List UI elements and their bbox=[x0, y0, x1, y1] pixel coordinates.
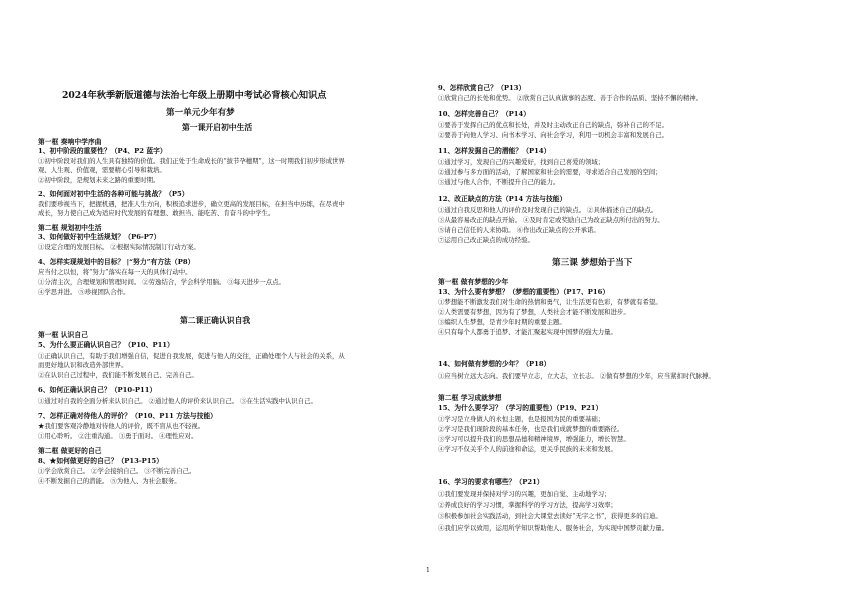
text-line: 观、人生观、价值观，需要精心引导和栽培。 bbox=[38, 166, 166, 174]
question-heading: 11、怎样发掘自己的潜能？（P14） bbox=[438, 147, 551, 155]
text-line: ①初中阶段对我们的人生具有独特的价值。我们正处于生命成长的“拔节孕穗期”，这一时期我们初步形成世界 bbox=[38, 157, 345, 165]
text-line: ①通过对自我的全面分析来认识自己。 ②通过他人的评价来认识自己。 ③在生活实践中认识自己。 bbox=[38, 397, 317, 405]
lesson1-title: 第一课开启初中生活 bbox=[182, 123, 253, 132]
text-line: ③积极参加社会实践活动，到社会大课堂去读好“无字之书”，获得更多的启迪。 bbox=[438, 512, 662, 520]
question-heading: 5、为什么要正确认识自己？（P10、P11） bbox=[38, 341, 174, 349]
text-line: ①应当树立远大志向。我们要早立志，立大志，立长志。 ②做有梦想的少年，应当紧扣时代脉搏。 bbox=[438, 372, 715, 380]
question-heading: 12、改正缺点的方法（P14 方法与技能） bbox=[438, 195, 567, 203]
section-heading: 第一框 奏响中学序曲 bbox=[38, 138, 102, 146]
text-line: ②在认识自己过程中，我们能不断发展自己、完善自己。 bbox=[38, 371, 198, 379]
text-line: ②通过参与多方面的活动，了解国家和社会的需要，寻求适合自己发展的空间； bbox=[438, 168, 662, 176]
question-heading: 8、★如何做更好的自己？（P13-P15） bbox=[38, 457, 164, 465]
question-heading: 4、怎样实现规划中的目标？ |“努力”有方法（P8） bbox=[38, 258, 195, 266]
question-heading: 2、如何面对初中生活的各种可能与挑战？（P5） bbox=[38, 190, 189, 198]
text-line: ①学习是立身做人的永恒主题，也是报国为民的重要基础； bbox=[438, 415, 605, 423]
text-line: 成长，努力使自己成为适应时代发展的有理想、敢担当、能吃苦、肯奋斗的中学生。 bbox=[38, 209, 275, 217]
unit-title: 第一单元少年有梦 bbox=[166, 108, 235, 118]
text-line: ①正确认识自己，有助于我们增强自信，促进自我发展，促进与他人的交往，正确处理个人与社会的关系，从 bbox=[38, 352, 345, 360]
text-line: 我们要珍视当下，把握机遇，把准人生方向，积极追求进步，确立更高的发展目标，在担当中历练，在尽责中 bbox=[38, 200, 345, 208]
question-heading: 10、怎样完善自己？（P14） bbox=[438, 110, 530, 118]
text-line: ②学习是我们现阶段的基本任务，也是我们成就梦想的重要路径。 bbox=[438, 425, 624, 433]
question-heading: 9、怎样欣赏自己？（P13） bbox=[438, 84, 526, 92]
text-line: ⑤请自己信任的人来协助。 ⑥作出改正缺点的公开承诺。 bbox=[438, 226, 600, 234]
section-heading: 第一框 认识自己 bbox=[38, 331, 88, 339]
text-line: ⑦运用自己改正缺点的成功经验。 bbox=[438, 236, 534, 244]
section-heading: 第一框 做有梦想的少年 bbox=[438, 278, 509, 286]
text-line: 应当付之以恒，将“努力”落实在每一天的具体行动中。 bbox=[38, 268, 192, 276]
text-line: ①欣赏自己的长处和优势。 ②欣赏自己认真做事的态度、善于合作的品质、坚持不懈的精神。 bbox=[438, 94, 703, 102]
text-line: ①要善于发挥自己的优点和长处，并及时主动改正自己的缺点，弥补自己的不足。 bbox=[438, 121, 669, 129]
question-heading: 16、学习的要求有哪些？（P21） bbox=[438, 478, 544, 486]
text-line: ③编织人生梦想，是青少年时期的重要主题。 bbox=[438, 318, 566, 326]
text-line: ②人类需要有梦想，因为有了梦想，人类社会才能不断发展和进步。 bbox=[438, 308, 630, 316]
text-line: ①通过学习，发现自己的兴趣爱好，找到自己喜爱的领域； bbox=[438, 158, 605, 166]
text-line: ③从最容易改正的缺点开始。 ④及时肯定或奖励自己为改正缺点所付出的努力。 bbox=[438, 216, 664, 224]
text-line: ②养成良好的学习习惯，掌握科学的学习方法，提高学习效率； bbox=[438, 501, 617, 509]
text-line: ④我们应学以致用，运用所学知识帮助他人、服务社会，为实现中国梦贡献力量。 bbox=[438, 524, 669, 532]
text-line: ④学习不仅关乎个人的前途和命运，更关乎民族的未来和发展。 bbox=[438, 445, 617, 453]
text-line: ②要善于向他人学习、向书本学习、向社会学习，利用一切机会丰富和发展自己。 bbox=[438, 131, 669, 139]
text-line: ★我们要客观冷静地对待他人的评价，既不盲从也不轻视。 bbox=[38, 422, 205, 430]
text-line: ①我们要发现并保持对学习的兴趣，更加自觉、主动地学习； bbox=[438, 490, 611, 498]
question-heading: 14、如何做有梦想的少年？（P18） bbox=[438, 360, 551, 368]
question-heading: 1、初中阶段的重要性？（P4、P2 蓝字） bbox=[38, 147, 167, 155]
text-line: ④只有每个人都勇于追梦、才能汇聚起实现中国梦的强大力量。 bbox=[438, 328, 617, 336]
text-line: ①用心聆听。 ②注重沟通。 ③勇于面对。 ④理性应对。 bbox=[38, 432, 198, 440]
question-heading: 13、为什么要有梦想？（梦想的重要性）（P17、P16） bbox=[438, 288, 610, 296]
text-line: ①学会欣赏自己。 ②学会接纳自己。 ③不断完善自己。 bbox=[38, 467, 196, 475]
text-line: ②初中阶段，是规划未来之路的重要时期。 bbox=[38, 176, 160, 184]
document-title: 2024年秋季新版道德与法治七年级上册期中考试必背核心知识点 bbox=[62, 90, 327, 101]
section-heading: 第二框 学习成就梦想 bbox=[438, 394, 502, 402]
page-number: 1 bbox=[426, 567, 430, 574]
question-heading: 3、如何做好初中生活规划？（P6-P7） bbox=[38, 233, 161, 241]
section-heading: 第二框 做更好的自己 bbox=[38, 447, 102, 455]
text-line: ④不断发掘自己的潜能。 ⑤为他人、为社会服务。 bbox=[38, 477, 181, 485]
question-heading: 6、如何正确认识自己？（P10-P11） bbox=[38, 386, 157, 394]
question-heading: 15、为什么要学习？（学习的重要性）（P19、P21） bbox=[438, 404, 603, 412]
lesson2-title: 第二课正确认识自我 bbox=[180, 316, 251, 325]
lesson3-title: 第三课 梦想始于当下 bbox=[552, 258, 633, 268]
text-line: ①设定合理的发展目标。 ②根据实际情况制订行动方案。 bbox=[38, 243, 200, 251]
text-line: ①梦想能不断激发我们对生命的热情和勇气，让生活更有色彩，有梦就有希望。 bbox=[438, 298, 662, 306]
question-heading: 7、怎样正确对待他人的评价？（P10、P11 方法与技能） bbox=[38, 412, 217, 420]
text-line: ④学思并进。 ⑤珍视团队合作。 bbox=[38, 288, 130, 296]
text-line: ①分清主次，合理规划和管理时间。 ②劳逸结合，学会科学用脑。 ③每天进步一点点。 bbox=[38, 278, 285, 286]
section-heading: 第二框 规划初中生活 bbox=[38, 224, 102, 232]
text-line: ①通过自我反思和他人的评价及时发现自己的缺点。 ②具体描述自己的缺点。 bbox=[438, 206, 658, 214]
text-line: ③学习可以提升我们的思想品德和精神境界，增强能力，增长智慧。 bbox=[438, 435, 630, 443]
text-line: ③通过与他人合作，不断提升自己的能力。 bbox=[438, 178, 560, 186]
text-line: 而更好地认识和改造外部世界。 bbox=[38, 361, 128, 369]
